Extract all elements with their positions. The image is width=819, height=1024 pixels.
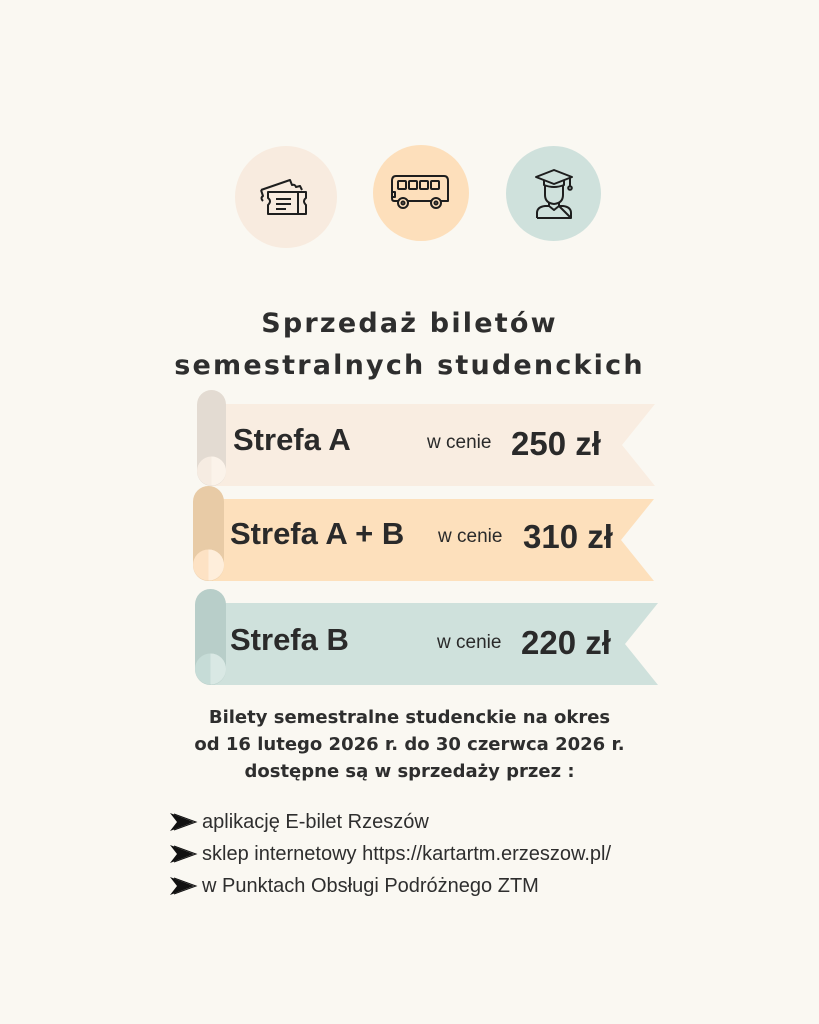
price-value: 220 zł bbox=[521, 624, 611, 661]
info-line-1: Bilety semestralne studenckie na okres bbox=[208, 707, 611, 728]
price-prefix: w cenie bbox=[437, 632, 502, 653]
list-item bbox=[168, 806, 611, 838]
ticket-icon-circle bbox=[235, 146, 337, 248]
bus-icon bbox=[390, 173, 452, 213]
arrow-bullet-icon bbox=[168, 811, 198, 833]
title-line-1: Sprzedaż biletów bbox=[261, 308, 558, 339]
ticket-option-zone-ab bbox=[191, 485, 660, 585]
price-prefix: w cenie bbox=[438, 526, 503, 547]
title-line-2: semestralnych studenckich bbox=[174, 350, 645, 381]
channel-label: w Punktach Obsługi Podróżnego ZTM bbox=[202, 874, 539, 897]
graduate-icon-circle bbox=[506, 146, 601, 241]
price-value: 310 zł bbox=[523, 518, 613, 555]
ticket-icon bbox=[258, 174, 314, 220]
zone-label: Strefa B bbox=[230, 622, 349, 657]
graduate-icon bbox=[532, 168, 576, 220]
channel-label: sklep internetowy https://kartartm.erzeszow.pl/ bbox=[202, 842, 612, 865]
bus-icon-circle bbox=[373, 145, 469, 241]
price-value: 250 zł bbox=[511, 425, 601, 462]
zone-label: Strefa A + B bbox=[230, 516, 405, 551]
info-text bbox=[0, 704, 819, 785]
channel-label: aplikację E-bilet Rzeszów bbox=[202, 810, 429, 833]
list-item bbox=[168, 838, 611, 870]
zone-label: Strefa A bbox=[233, 422, 351, 457]
arrow-bullet-icon bbox=[168, 843, 198, 865]
page-title bbox=[0, 303, 819, 387]
arrow-bullet-icon bbox=[168, 875, 198, 897]
info-line-3: dostępne są w sprzedaży przez : bbox=[244, 761, 575, 782]
ticket-option-zone-a bbox=[195, 389, 660, 489]
list-item bbox=[168, 870, 611, 902]
sales-channels-list bbox=[168, 806, 611, 902]
ticket-option-zone-b bbox=[193, 589, 662, 689]
info-line-2: od 16 lutego 2026 r. do 30 czerwca 2026 r. bbox=[194, 734, 625, 755]
price-prefix: w cenie bbox=[427, 432, 492, 453]
